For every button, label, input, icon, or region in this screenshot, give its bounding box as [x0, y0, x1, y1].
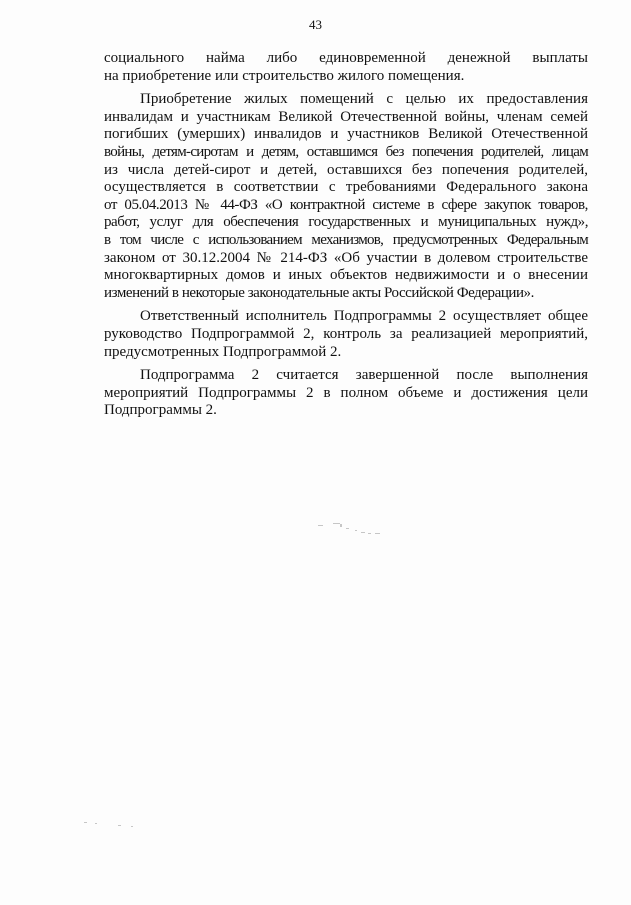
body-text	[104, 50, 588, 420]
page-number: 43	[309, 17, 322, 32]
text-line: предусмотренных Подпрограммой 2.	[104, 343, 342, 360]
paragraph-3	[104, 308, 588, 361]
text-line: Приобретение жилых помещений с целью их предоставления	[140, 91, 588, 108]
text-line: от 05.04.2013 № 44-ФЗ «О контрактной системе в сфере закупок товаров,	[104, 196, 588, 213]
text-line: погибших (умерших) инвалидов и участников Великой Отечественной	[104, 126, 588, 143]
paragraph-2	[104, 91, 588, 302]
text-line: на приобретение или строительство жилого помещения.	[104, 67, 465, 84]
text-line: руководство Подпрограммой 2, контроль за реализацией мероприятий,	[104, 325, 588, 342]
paragraph-4	[104, 367, 588, 420]
text-line: законом от 30.12.2004 № 214-ФЗ «Об участии в долевом строительстве	[104, 249, 588, 266]
text-line: изменений в некоторые законодательные акты Российской Федерации».	[104, 284, 534, 301]
text-line: инвалидам и участникам Великой Отечественной войны, членам семей	[104, 108, 588, 125]
text-line: осуществляется в соответствии с требованиями Федерального закона	[104, 179, 588, 196]
text-line: Подпрограммы 2.	[104, 402, 217, 419]
text-line: социального найма либо единовременной денежной выплаты	[104, 50, 588, 66]
text-line: мероприятий Подпрограммы 2 в полном объеме и достижения цели	[104, 384, 588, 401]
paragraph-1	[104, 50, 588, 85]
text-line: из числа детей-сирот и детей, оставшихся без попечения родителей,	[104, 161, 588, 178]
text-line: войны, детям-сиротам и детям, оставшимся без попечения родителей, лицам	[104, 143, 588, 160]
text-line: Ответственный исполнитель Подпрограммы 2 осуществляет общее	[140, 308, 588, 325]
text-line: Подпрограмма 2 считается завершенной после выполнения	[140, 367, 588, 384]
text-line: в том числе с использованием механизмов, предусмотренных Федеральным	[104, 231, 588, 248]
text-line: работ, услуг для обеспечения государственных и муниципальных нужд»,	[104, 214, 588, 231]
text-line: многоквартирных домов и иных объектов недвижимости и о внесении	[104, 267, 588, 284]
